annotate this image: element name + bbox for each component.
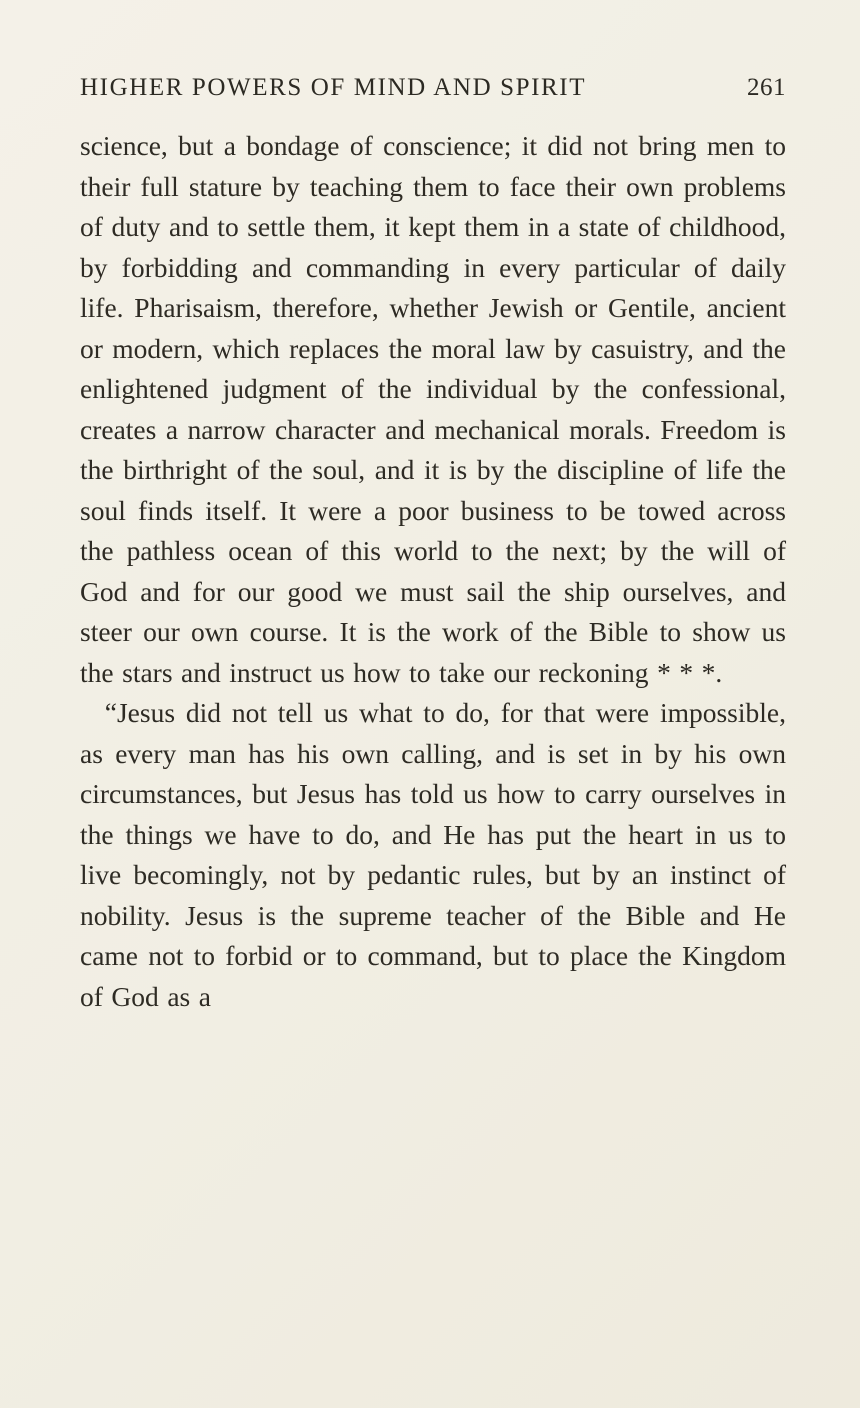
chapter-title: HIGHER POWERS OF MIND AND SPIRIT bbox=[80, 74, 587, 101]
page-number: 261 bbox=[747, 74, 786, 101]
paragraph-2: “Jesus did not tell us what to do, for that were impossible, as every man has his own calling, and is set in by his own circumstances, but Jesus has told us how to carry ourselves in the things we have to do, and He has put the heart in us to live becomingly, not by pedantic rules, but by an instinct of nobility. Jesus is the supreme teacher of the Bible and He came not to forbid or to command, but to place the Kingdom of God as a bbox=[80, 697, 786, 1012]
running-head bbox=[80, 74, 786, 102]
paragraph-1: science, but a bondage of conscience; it did not bring men to their full stature by teaching them to face their own problems of duty and to settle them, it kept them in a state of childhood, by forbidding and commanding in every particular of daily life. Pharisaism, therefore, whether Jewish or Gentile, ancient or modern, which replaces the moral law by casuistry, and the enlightened judgment of the individual by the confessional, creates a narrow character and mechanical morals. Freedom is the birthright of the soul, and it is by the discipline of life the soul finds itself. It were a poor business to be towed across the pathless ocean of this world to the next; by the will of God and for our good we must sail the ship ourselves, and steer our own course. It is the work of the Bible to show us the stars and instruct us how to take our reckoning * * *. bbox=[80, 130, 786, 688]
body-text bbox=[80, 126, 786, 1017]
